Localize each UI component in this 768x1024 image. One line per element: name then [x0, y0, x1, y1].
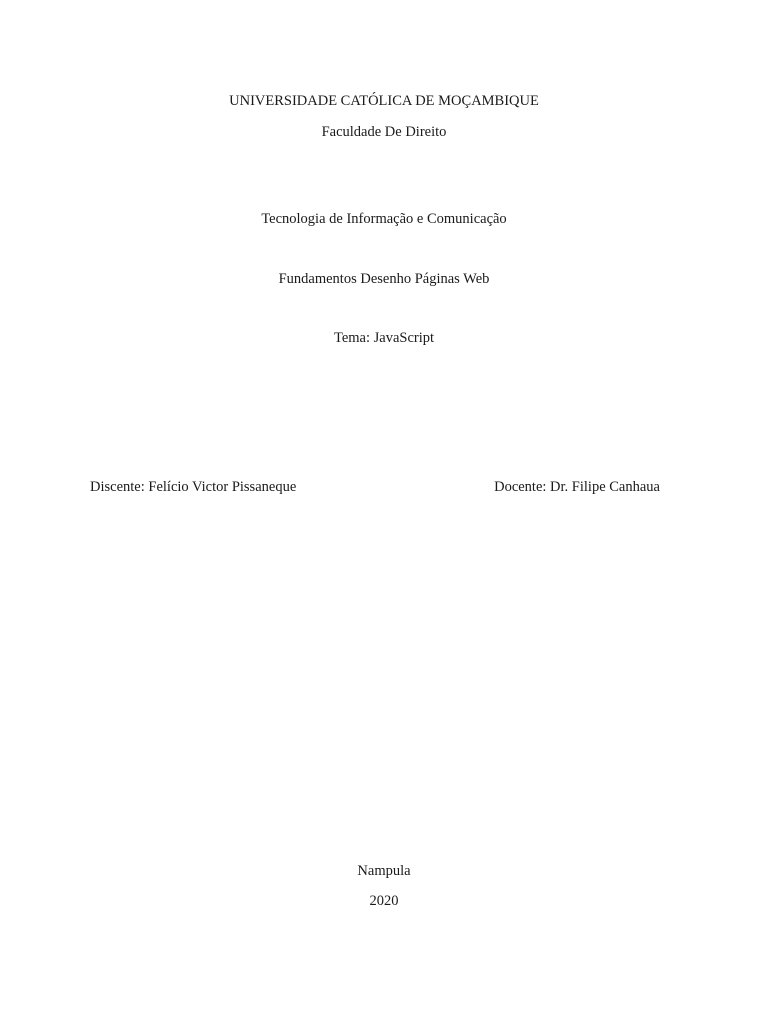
teacher-name: Docente: Dr. Filipe Canhaua [494, 479, 660, 495]
year: 2020 [369, 893, 399, 909]
theme-title: Tema: JavaScript [333, 330, 435, 346]
student-name: Discente: Felício Victor Pissaneque [90, 479, 297, 495]
city-name: Nampula [357, 863, 411, 879]
course-name: Tecnologia de Informação e Comunicação [261, 211, 507, 227]
university-name: UNIVERSIDADE CATÓLICA DE MOÇAMBIQUE [229, 93, 539, 109]
faculty-name: Faculdade De Direito [321, 124, 447, 140]
people-row [0, 478, 768, 496]
subject-name: Fundamentos Desenho Páginas Web [278, 271, 490, 287]
